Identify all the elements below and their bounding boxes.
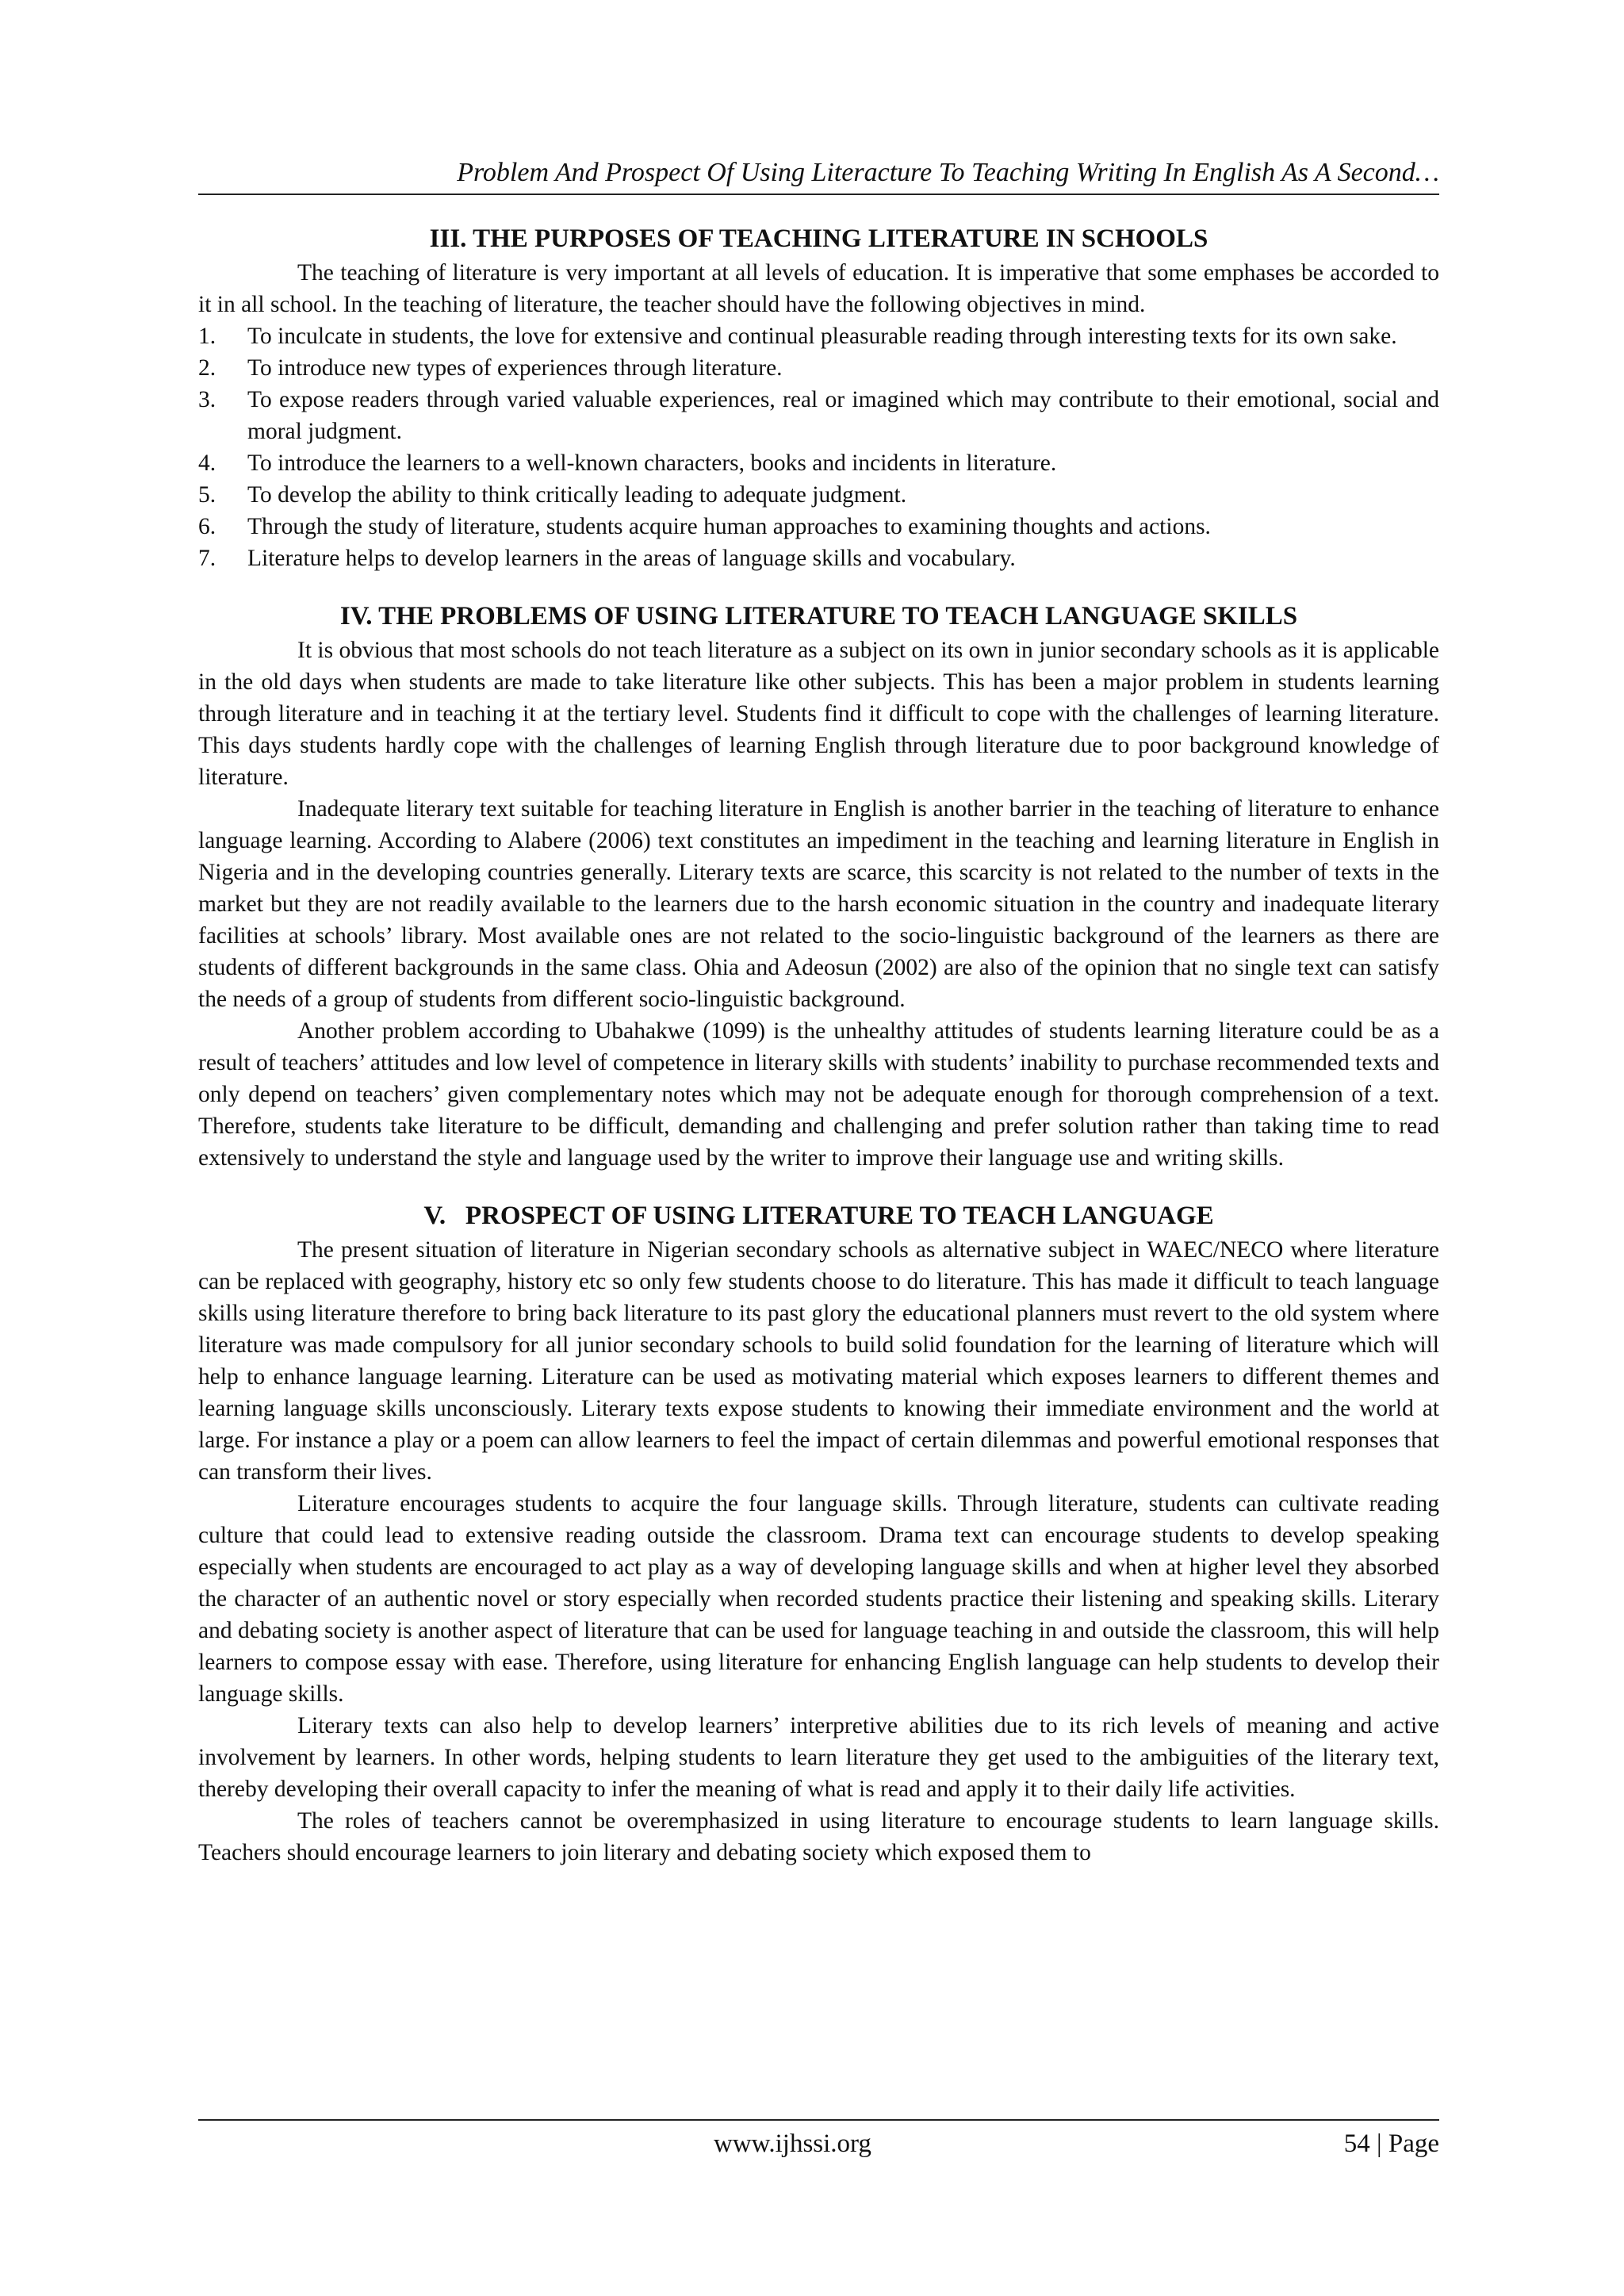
section-problems bbox=[198, 598, 1439, 1174]
list-number: 3. bbox=[198, 387, 216, 412]
list-item-text: To introduce new types of experiences through literature. bbox=[247, 355, 783, 381]
body-paragraph: The roles of teachers cannot be overemphasized in using literature to encourage students to learn language skills. Teachers should encourage learners to join literary and debating society which exposed them to bbox=[198, 1808, 1439, 1865]
body-paragraph: Inadequate literary text suitable for teaching literature in English is another barrier in the teaching of literature to enhance language learning. According to Alabere (2006) text constitutes an impediment in the teaching and learning literature in English in Nigeria and in the developing countries generally. Literary texts are scarce, this scarcity is not related to the number of texts in the market but they are not readily available to the learners due to the harsh economic situation in the country and inadequate literary facilities at schools’ library. Most available ones are not related to the socio-linguistic background of the learners as there are students of different backgrounds in the same class. Ohia and Adeosun (2002) are also of the opinion that no single text can satisfy the needs of a group of students from different socio-linguistic background. bbox=[198, 796, 1439, 1012]
section-intro-paragraph: The teaching of literature is very important at all levels of education. It is imperative that some emphases be accorded to it in all school. In the teaching of literature, the teacher should have the following objectives in mind. bbox=[198, 260, 1439, 317]
list-item bbox=[198, 320, 1439, 352]
document-page bbox=[198, 0, 1439, 2296]
list-number: 4. bbox=[198, 450, 216, 476]
list-item bbox=[198, 542, 1439, 574]
objectives-list bbox=[198, 320, 1439, 574]
list-number: 6. bbox=[198, 514, 216, 539]
list-item-text: To expose readers through varied valuable experiences, real or imagined which may contribute to their emotional, social and moral judgment. bbox=[247, 387, 1439, 444]
list-item-text: To inculcate in students, the love for extensive and continual pleasurable reading through interesting texts for its own sake. bbox=[247, 324, 1397, 349]
list-item-text: To introduce the learners to a well-known characters, books and incidents in literature. bbox=[247, 450, 1057, 476]
body-paragraph: The present situation of literature in Nigerian secondary schools as alternative subject in WAEC/NECO where literature can be replaced with geography, history etc so only few students choose to do literature. This has made it difficult to teach language skills using literature therefore to bring back literature to its past glory the educational planners must revert to the old system where literature was made compulsory for all junior secondary schools to build solid foundation for the learning of literature which will help to enhance language learning. Literature can be used as motivating material which exposes learners to different themes and learning language skills unconsciously. Literary texts expose students to knowing their immediate environment and the world at large. For instance a play or a poem can allow learners to feel the impact of certain dilemmas and powerful emotional responses that can transform their lives. bbox=[198, 1237, 1439, 1485]
list-item bbox=[198, 352, 1439, 384]
page-body bbox=[198, 220, 1439, 1869]
list-item bbox=[198, 511, 1439, 542]
list-number: 2. bbox=[198, 355, 216, 381]
list-item-text: Through the study of literature, students acquire human approaches to examining thoughts and actions. bbox=[247, 514, 1211, 539]
header-rule bbox=[198, 194, 1439, 195]
section-purposes bbox=[198, 220, 1439, 574]
section-prospect bbox=[198, 1198, 1439, 1869]
page-footer bbox=[198, 2125, 1439, 2162]
list-number: 5. bbox=[198, 482, 216, 508]
body-paragraph: Literary texts can also help to develop learners’ interpretive abilities due to its rich levels of meaning and active involvement by learners. In other words, helping students to learn literature they get used to the ambiguities of the literary text, thereby developing their overall capacity to infer the meaning of what is read and apply it to their daily life activities. bbox=[198, 1713, 1439, 1802]
footer-site: www.ijhssi.org bbox=[714, 2129, 871, 2158]
section-heading: III. THE PURPOSES OF TEACHING LITERATURE IN SCHOOLS bbox=[429, 224, 1208, 253]
list-item bbox=[198, 479, 1439, 511]
list-item bbox=[198, 384, 1439, 447]
body-paragraph: It is obvious that most schools do not teach literature as a subject on its own in junior secondary schools as it is applicable in the old days when students are made to take literature like other subjects. This has been a major problem in students learning through literature and in teaching it at the tertiary level. Students find it difficult to cope with the challenges of learning literature. This days students hardly cope with the challenges of learning English through literature due to poor background knowledge of literature. bbox=[198, 638, 1439, 790]
body-paragraph: Another problem according to Ubahakwe (1099) is the unhealthy attitudes of students learning literature could be as a result of teachers’ attitudes and low level of competence in literary skills with students’ inability to purchase recommended texts and only depend on teachers’ given complementary notes which may not be adequate enough for thorough comprehension of a text. Therefore, students take literature to be difficult, demanding and challenging and prefer solution rather than taking time to read extensively to understand the style and language used by the writer to improve their language use and writing skills. bbox=[198, 1018, 1439, 1171]
list-item-text: Literature helps to develop learners in the areas of language skills and vocabulary. bbox=[247, 546, 1016, 571]
list-item-text: To develop the ability to think critically leading to adequate judgment. bbox=[247, 482, 907, 508]
list-number: 7. bbox=[198, 546, 216, 571]
list-number: 1. bbox=[198, 324, 216, 349]
section-heading: V. PROSPECT OF USING LITERATURE TO TEACH LANGUAGE bbox=[423, 1202, 1214, 1230]
running-header: Problem And Prospect Of Using Literacture To Teaching Writing In English As A Second… bbox=[457, 158, 1439, 187]
body-paragraph: Literature encourages students to acquire the four language skills. Through literature, students can cultivate reading culture that could lead to extensive reading outside the classroom. Drama text can encourage students to develop speaking especially when students are encouraged to act play as a way of developing language skills and when at higher level they absorbed the character of an authentic novel or story especially when recorded students practice their listening and speaking skills. Literary and debating society is another aspect of literature that can be used for language teaching in and outside the classroom, this will help learners to compose essay with ease. Therefore, using literature for enhancing English language can help students to develop their language skills. bbox=[198, 1491, 1439, 1707]
footer-page-number: 54 | Page bbox=[1343, 2129, 1439, 2158]
footer-rule bbox=[198, 2119, 1439, 2121]
list-item bbox=[198, 447, 1439, 479]
section-heading: IV. THE PROBLEMS OF USING LITERATURE TO TEACH LANGUAGE SKILLS bbox=[339, 602, 1298, 631]
